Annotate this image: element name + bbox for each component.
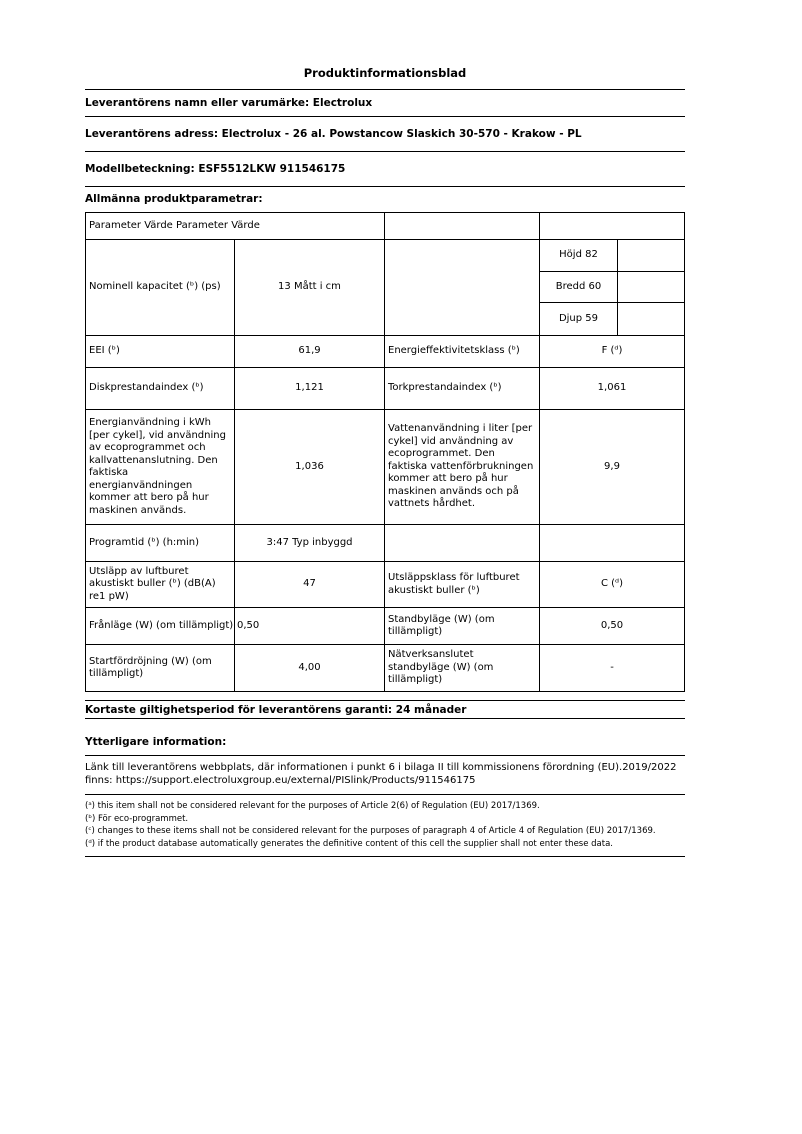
guarantee-row [85,700,685,719]
performance-index-row [86,368,685,410]
model-identifier-row [85,151,685,186]
dimension-empty-cell [618,303,684,335]
capacity-empty-cell [385,240,540,336]
general-parameters-row [85,186,685,212]
programme-duration-empty-cell [385,525,540,562]
networked-standby-label: Nätverksanslutet standbyläge (W) (om tillämpligt) [385,645,540,692]
noise-emission-value: 47 [235,562,385,608]
noise-row [86,562,685,608]
noise-emission-label: Utsläpp av luftburet akustiskt buller (ᵇ) (dB(A) re1 pW) [86,562,235,608]
noise-class-label: Utsläppsklass för luftburet akustiskt buller (ᵇ) [385,562,540,608]
footnote-b: (ᵇ) För eco-programmet. [85,813,189,824]
standby-label: Standbyläge (W) (om tillämpligt) [385,608,540,645]
capacity-value: 13 Mått i cm [235,240,385,336]
drying-index-label: Torkprestandaindex (ᵇ) [385,368,540,410]
footnote-c: (ᶜ) changes to these items shall not be considered relevant for the purposes of paragraph 4 of Article 4 of Regulation (EU) 2017/1369. [85,826,656,836]
capacity-row [86,240,685,336]
footnote-d: (ᵈ) if the product database automatically generates the definitive content of this cell the supplier shall not enter these data. [85,838,614,849]
energy-consumption-label: Energianvändning i kWh [per cykel], vid användning av ecoprogrammet och kallvattenanslutning. Den faktiska energianvändningen kommer att bero på hur maskinen används. [86,410,235,525]
supplier-name-text: Leverantörens namn eller varumärke: Electrolux [85,96,373,109]
footnote-a: (ᵃ) this item shall not be considered relevant for the purposes of Article 2(6) of Regulation (EU) 2017/1369. [85,801,540,811]
drying-index-value: 1,061 [540,368,685,410]
parameters-table [85,212,685,692]
programme-duration-empty-cell [540,525,685,562]
programme-duration-row [86,525,685,562]
dimension-height: Höjd 82 [540,240,618,272]
dimensions-subtable [540,240,685,336]
networked-standby-value: - [540,645,685,692]
table-header-label: Parameter Värde Parameter Värde [86,213,385,240]
model-identifier-text: Modellbeteckning: ESF5512LKW 911546175 [85,162,346,175]
delayed-start-row [86,645,685,692]
dimension-depth: Djup 59 [540,303,618,335]
table-header-row [86,213,685,240]
page-title: Produktinformationsblad [303,66,467,80]
capacity-param-label: Nominell kapacitet (ᵇ) (ps) [86,240,235,336]
eei-row [86,336,685,368]
footnotes-block [85,795,685,857]
energy-class-label: Energieffektivitetsklass (ᵇ) [385,336,540,368]
off-mode-value: 0,50 [235,608,385,645]
water-consumption-label: Vattenanvändning i liter [per cykel] vid användning av ecoprogrammet. Den faktiska vattenförbrukningen kommer att bero på hur maskinen används och på vattnets hårdhet. [385,410,540,525]
eei-value: 61,9 [235,336,385,368]
general-parameters-text: Allmänna produktparametrar: [85,193,263,205]
table-header-empty-cell [540,213,685,240]
supplier-address-text: Leverantörens adress: Electrolux - 26 al. Powstancow Slaskich 30-570 - Krakow - PL [85,127,582,140]
supplier-address-row [85,116,685,151]
supplier-name-row [85,89,685,116]
spacer [85,692,685,700]
delayed-start-label: Startfördröjning (W) (om tillämpligt) [86,645,235,692]
noise-class-value: C (ᵈ) [540,562,685,608]
dimension-empty-cell [618,240,684,272]
standby-value: 0,50 [540,608,685,645]
additional-info-heading: Ytterligare information: [85,732,685,756]
off-mode-label: Frånläge (W) (om tillämpligt) [86,608,235,645]
energy-water-row [86,410,685,525]
energy-consumption-value: 1,036 [235,410,385,525]
energy-class-value: F (ᵈ) [540,336,685,368]
dimension-width: Bredd 60 [540,272,618,304]
programme-duration-label: Programtid (ᵇ) (h:min) [86,525,235,562]
table-header-empty-cell [385,213,540,240]
dimension-empty-cell [618,272,684,304]
off-mode-row [86,608,685,645]
delayed-start-value: 4,00 [235,645,385,692]
guarantee-text: Kortaste giltighetsperiod för leverantörens garanti: 24 månader [85,703,467,716]
water-consumption-value: 9,9 [540,410,685,525]
programme-duration-value: 3:47 Typ inbyggd [235,525,385,562]
eei-param-label: EEI (ᵇ) [86,336,235,368]
cleaning-index-label: Diskprestandaindex (ᵇ) [86,368,235,410]
supplier-website-link-paragraph: Länk till leverantörens webbplats, där informationen i punkt 6 i bilaga II till kommissionens förordning (EU).2019/2022 finns: https://support.electroluxgroup.eu/external/PISlink/Products/911546175 [85,756,685,795]
sheet-content [85,0,685,857]
cleaning-index-value: 1,121 [235,368,385,410]
